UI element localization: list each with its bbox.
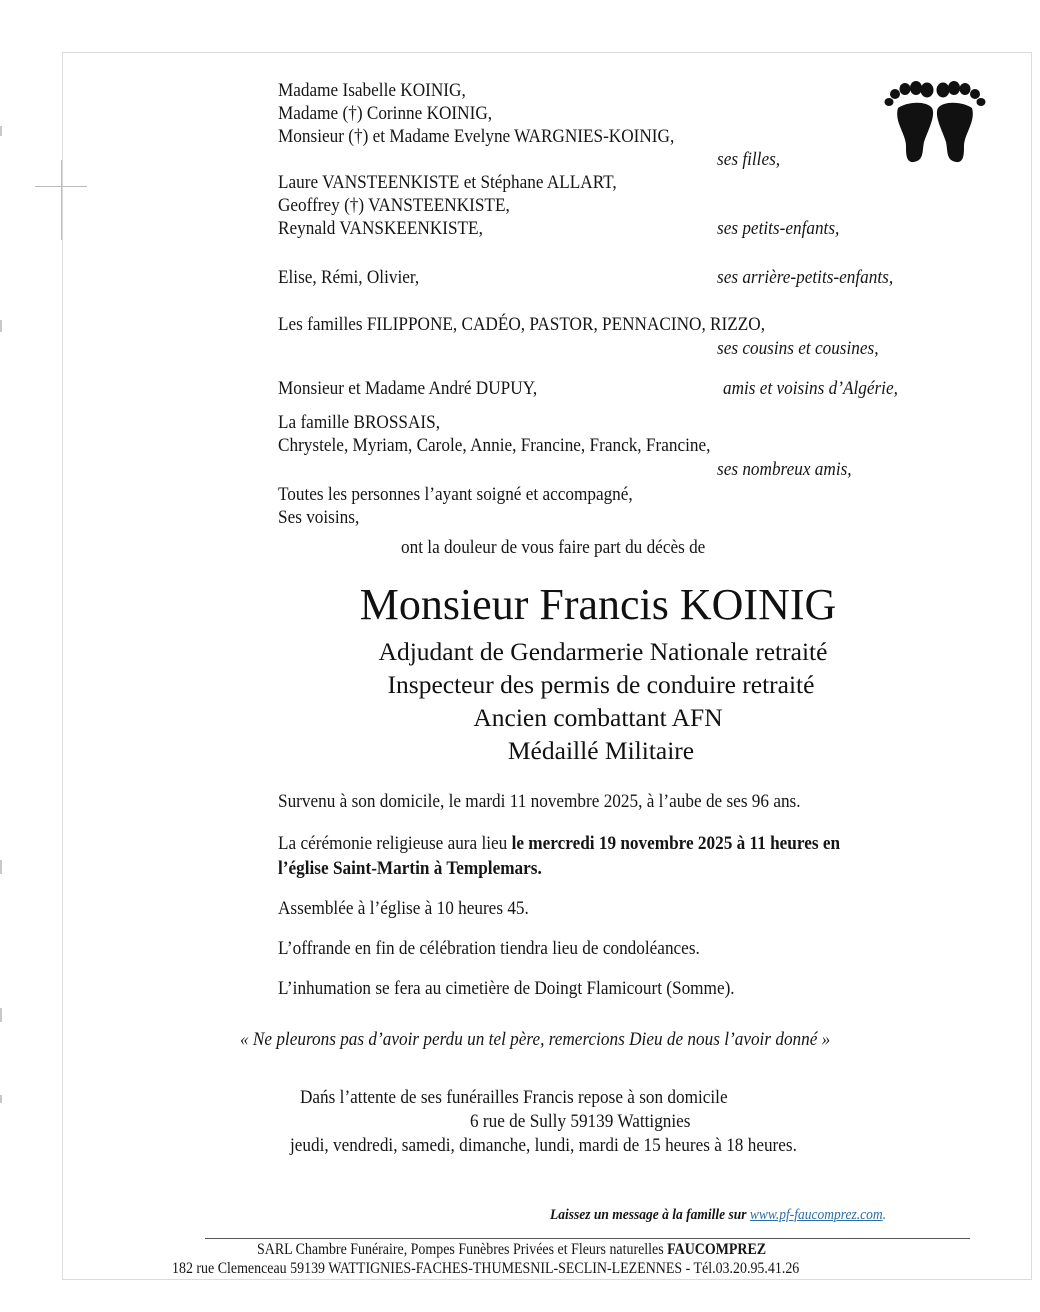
deceased-name: Monsieur Francis KOINIG (359, 580, 837, 629)
relation-label: ses nombreux amis, (717, 460, 852, 480)
family-line: Toutes les personnes l’ayant soigné et accompagné, (278, 485, 633, 505)
footer-divider (205, 1238, 970, 1239)
website-link[interactable]: www.pf-faucomprez.com (749, 1207, 883, 1223)
burial-info: L’inhumation se fera au cimetière de Doingt Flamicourt (Somme). (278, 979, 735, 999)
footer-address: 182 rue Clemenceau 59139 WATTIGNIES-FACHES-THUMESNIL-SECLIN-LEZENNES - Tél.03.20.95.41.26 (172, 1260, 800, 1277)
scan-mark (0, 320, 2, 332)
footer-company (257, 1240, 766, 1260)
relation-label: ses filles, (717, 150, 781, 170)
deceased-title: Ancien combattant AFN (473, 703, 723, 732)
footer-brand: FAUCOMPREZ (667, 1241, 767, 1258)
quote: « Ne pleurons pas d’avoir perdu un tel père, remercions Dieu de nous l’avoir donné » (240, 1030, 831, 1050)
assembly-info: Assemblée à l’église à 10 heures 45. (278, 899, 529, 919)
footer-company-text: SARL Chambre Funéraire, Pompes Funèbres Privées et Fleurs naturelles (257, 1241, 668, 1258)
scan-mark (0, 860, 2, 874)
registration-cross-icon (61, 160, 62, 240)
family-line: Elise, Rémi, Olivier, (278, 268, 420, 288)
family-line: Chrystele, Myriam, Carole, Annie, Francine, Franck, Francine, (278, 436, 711, 456)
ceremony-prefix: La cérémonie religieuse aura lieu (278, 834, 512, 854)
family-line: Les familles FILIPPONE, CADÉO, PASTOR, PENNACINO, RIZZO, (278, 315, 766, 335)
relation-label: amis et voisins d’Algérie, (723, 379, 898, 399)
family-line: La famille BROSSAIS, (278, 413, 441, 433)
footprints-icon (880, 78, 990, 166)
family-line: Monsieur (†) et Madame Evelyne WARGNIES-KOINIG, (278, 127, 675, 147)
family-line: Ses voisins, (278, 508, 360, 528)
family-line: Geoffrey (†) VANSTEENKISTE, (278, 196, 510, 216)
family-line: Monsieur et Madame André DUPUY, (278, 379, 538, 399)
family-line: Laure VANSTEENKISTE et Stéphane ALLART, (278, 173, 617, 193)
ceremony-date: le mercredi 19 novembre 2025 à 11 heures en (511, 834, 841, 854)
deceased-title: Inspecteur des permis de conduire retraité (387, 670, 815, 699)
family-line: Madame (†) Corinne KOINIG, (278, 104, 493, 124)
rest-address: 6 rue de Sully 59139 Wattignies (470, 1112, 691, 1132)
family-line: Madame Isabelle KOINIG, (278, 81, 466, 101)
scan-mark (0, 1095, 2, 1103)
relation-label: ses arrière-petits-enfants, (717, 268, 894, 288)
deceased-title: Médaillé Militaire (507, 736, 695, 765)
deceased-title: Adjudant de Gendarmerie Nationale retraité (378, 637, 828, 666)
death-info: Survenu à son domicile, le mardi 11 novembre 2025, à l’aube de ses 96 ans. (278, 792, 801, 812)
message-line (550, 1204, 886, 1227)
announcement: ont la douleur de vous faire part du décès de (401, 538, 706, 558)
relation-label: ses cousins et cousines, (717, 339, 879, 359)
registration-cross-icon (35, 186, 87, 187)
ceremony-location: l’église Saint-Martin à Templemars. (278, 859, 542, 879)
message-end: . (882, 1207, 887, 1223)
rest-info: Dańs l’attente de ses funérailles Francis repose à son domicile (300, 1088, 728, 1108)
relation-label: ses petits-enfants, (717, 219, 840, 239)
rest-hours: jeudi, vendredi, samedi, dimanche, lundi, mardi de 15 heures à 18 heures. (290, 1136, 797, 1156)
family-line: Reynald VANSKEENKISTE, (278, 219, 483, 239)
scan-mark (0, 126, 2, 136)
scan-mark (0, 1008, 2, 1022)
offering-info: L’offrande en fin de célébration tiendra lieu de condoléances. (278, 939, 700, 959)
ceremony-info (278, 833, 840, 856)
message-text: Laissez un message à la famille sur (550, 1207, 750, 1223)
